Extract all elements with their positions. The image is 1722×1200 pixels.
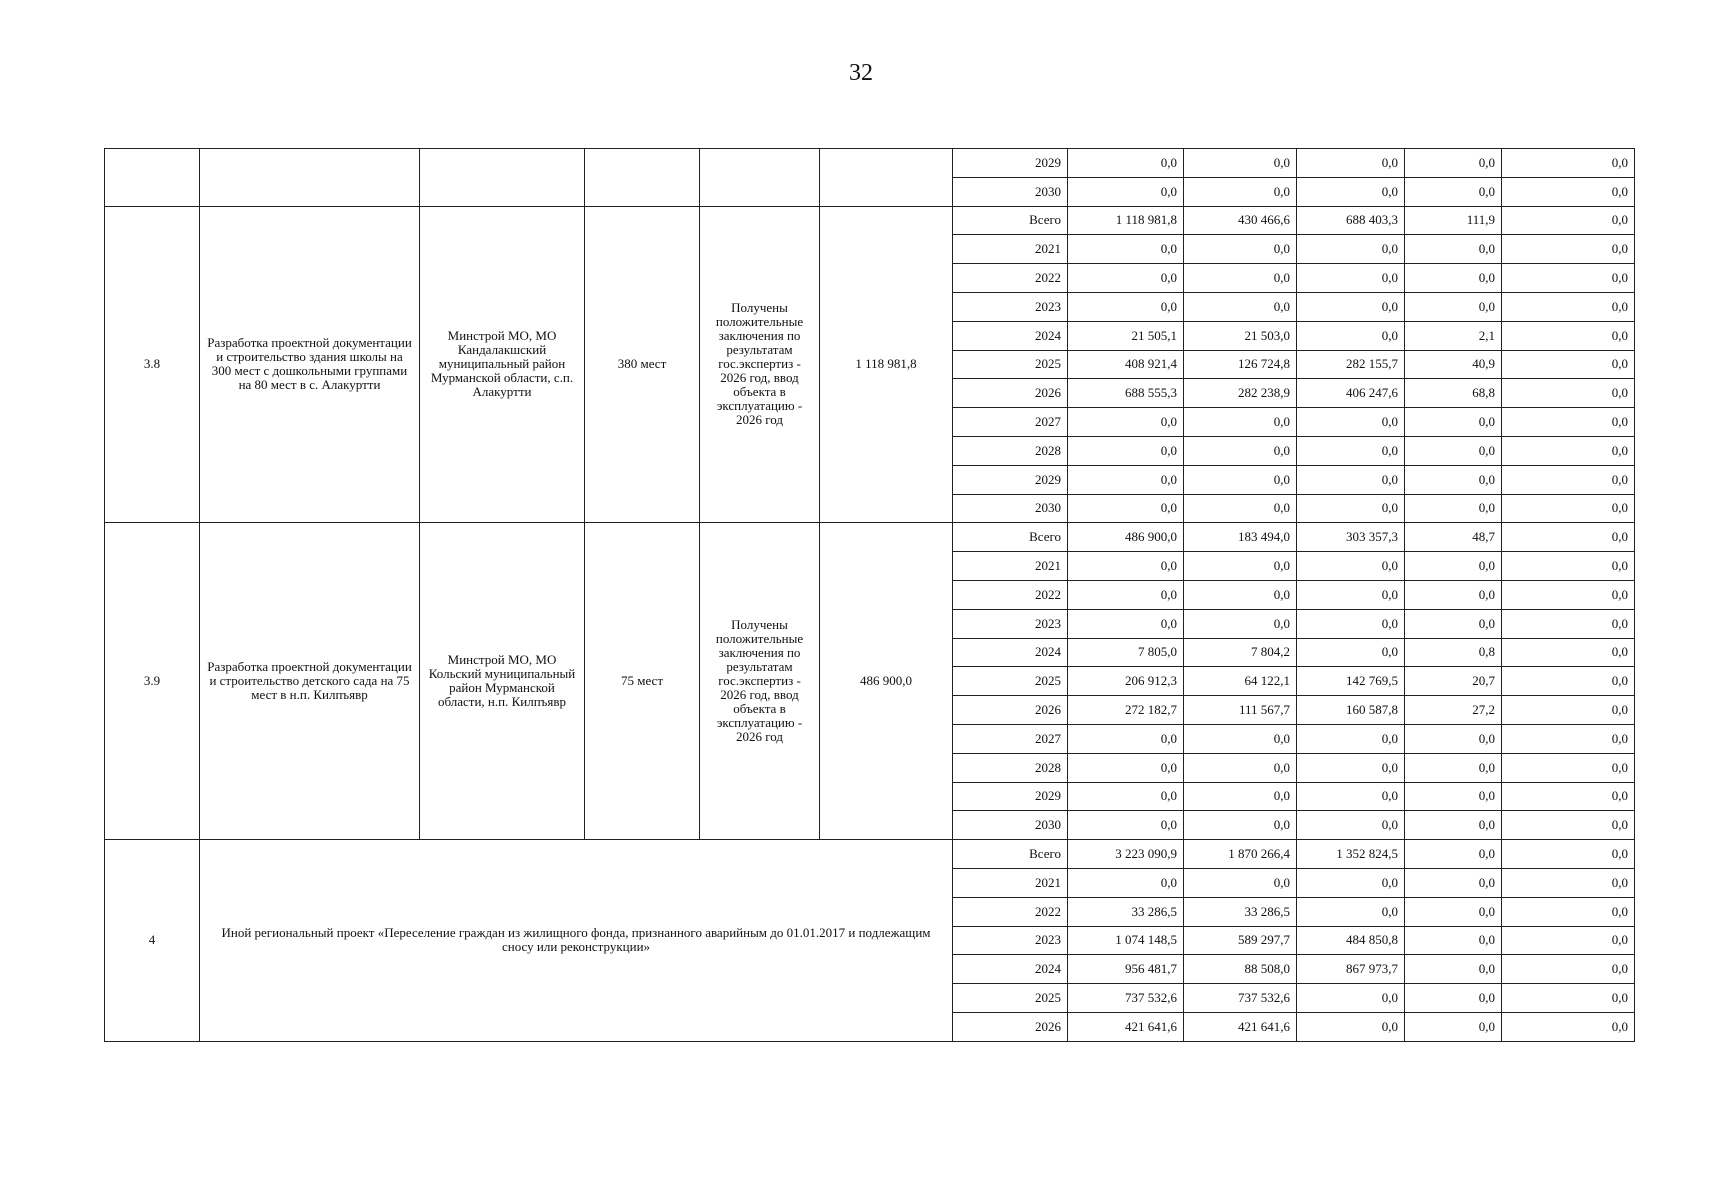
value-cell: 0,0 <box>1184 609 1297 638</box>
value-cell: 0,0 <box>1184 811 1297 840</box>
value-cell: 0,0 <box>1502 753 1635 782</box>
year-cell: 2021 <box>953 235 1068 264</box>
item-number: 3.9 <box>105 523 200 840</box>
year-cell: 2024 <box>953 955 1068 984</box>
value-cell: 0,0 <box>1068 868 1184 897</box>
value-cell: 956 481,7 <box>1068 955 1184 984</box>
year-cell: 2028 <box>953 436 1068 465</box>
value-cell: 0,0 <box>1297 580 1405 609</box>
value-cell: 48,7 <box>1405 523 1502 552</box>
value-cell: 0,0 <box>1068 782 1184 811</box>
year-cell: 2030 <box>953 177 1068 206</box>
value-cell: 0,0 <box>1405 408 1502 437</box>
value-cell: 0,0 <box>1502 149 1635 178</box>
table-row <box>105 840 1635 869</box>
value-cell: 0,0 <box>1502 408 1635 437</box>
value-cell: 303 357,3 <box>1297 523 1405 552</box>
value-cell: 0,0 <box>1405 465 1502 494</box>
value-cell: 0,0 <box>1297 235 1405 264</box>
value-cell: 20,7 <box>1405 667 1502 696</box>
value-cell: 0,0 <box>1068 580 1184 609</box>
value-cell: 0,0 <box>1297 782 1405 811</box>
value-cell: 0,0 <box>1502 638 1635 667</box>
value-cell: 126 724,8 <box>1184 350 1297 379</box>
value-cell: 0,0 <box>1502 177 1635 206</box>
value-cell: 0,0 <box>1184 753 1297 782</box>
value-cell: 0,0 <box>1405 984 1502 1013</box>
value-cell: 0,0 <box>1502 264 1635 293</box>
value-cell: 0,0 <box>1184 149 1297 178</box>
value-cell: 0,0 <box>1297 609 1405 638</box>
value-cell: 0,0 <box>1297 753 1405 782</box>
item-capacity: 75 мест <box>585 523 700 840</box>
value-cell: 0,0 <box>1184 177 1297 206</box>
value-cell: 0,0 <box>1068 811 1184 840</box>
value-cell: 737 532,6 <box>1184 984 1297 1013</box>
value-cell: 0,0 <box>1068 436 1184 465</box>
value-cell: 2,1 <box>1405 321 1502 350</box>
value-cell: 0,0 <box>1502 350 1635 379</box>
project-title: Иной региональный проект «Переселение граждан из жилищного фонда, признанного аварийным до 01.01.2017 и подлежащим сносу или реконструкции» <box>200 840 953 1042</box>
value-cell: 0,0 <box>1405 955 1502 984</box>
value-cell: 0,0 <box>1502 955 1635 984</box>
year-cell: 2024 <box>953 321 1068 350</box>
value-cell: 0,0 <box>1297 436 1405 465</box>
value-cell: 0,0 <box>1405 811 1502 840</box>
value-cell: 0,0 <box>1068 724 1184 753</box>
value-cell: 0,0 <box>1502 926 1635 955</box>
year-cell: 2027 <box>953 408 1068 437</box>
year-cell: 2026 <box>953 379 1068 408</box>
value-cell: 0,0 <box>1502 897 1635 926</box>
value-cell: 0,0 <box>1405 926 1502 955</box>
item-capacity: 380 мест <box>585 206 700 523</box>
year-cell: 2026 <box>953 1012 1068 1041</box>
value-cell: 0,0 <box>1502 840 1635 869</box>
year-cell: 2022 <box>953 264 1068 293</box>
value-cell: 0,0 <box>1405 897 1502 926</box>
table-row <box>105 523 1635 552</box>
value-cell: 688 555,3 <box>1068 379 1184 408</box>
value-cell: 430 466,6 <box>1184 206 1297 235</box>
item-executor: Минстрой МО, МО Кольский муниципальный район Мурманской области, н.п. Килпъявр <box>420 523 585 840</box>
value-cell: 0,0 <box>1502 609 1635 638</box>
value-cell: 0,0 <box>1184 292 1297 321</box>
value-cell: 1 118 981,8 <box>1068 206 1184 235</box>
year-cell: 2029 <box>953 465 1068 494</box>
year-cell: 2023 <box>953 292 1068 321</box>
value-cell: 408 921,4 <box>1068 350 1184 379</box>
value-cell: 486 900,0 <box>1068 523 1184 552</box>
value-cell: 88 508,0 <box>1184 955 1297 984</box>
value-cell: 0,0 <box>1297 638 1405 667</box>
value-cell: 0,0 <box>1502 465 1635 494</box>
project-number: 4 <box>105 840 200 1042</box>
value-cell: 0,0 <box>1405 580 1502 609</box>
value-cell: 406 247,6 <box>1297 379 1405 408</box>
value-cell: 0,0 <box>1184 782 1297 811</box>
value-cell: 0,0 <box>1502 724 1635 753</box>
year-cell: Всего <box>953 840 1068 869</box>
value-cell: 0,0 <box>1502 696 1635 725</box>
year-cell: 2026 <box>953 696 1068 725</box>
value-cell: 0,0 <box>1502 868 1635 897</box>
value-cell: 737 532,6 <box>1068 984 1184 1013</box>
year-cell: 2025 <box>953 350 1068 379</box>
value-cell: 0,0 <box>1297 465 1405 494</box>
value-cell: 160 587,8 <box>1297 696 1405 725</box>
year-cell: 2025 <box>953 984 1068 1013</box>
value-cell: 1 074 148,5 <box>1068 926 1184 955</box>
value-cell: 0,0 <box>1068 408 1184 437</box>
value-cell: 484 850,8 <box>1297 926 1405 955</box>
value-cell: 0,0 <box>1297 408 1405 437</box>
table-row <box>105 149 1635 178</box>
value-cell: 0,0 <box>1297 552 1405 581</box>
value-cell: 589 297,7 <box>1184 926 1297 955</box>
value-cell: 0,0 <box>1297 292 1405 321</box>
value-cell: 111,9 <box>1405 206 1502 235</box>
year-cell: 2021 <box>953 868 1068 897</box>
value-cell: 282 238,9 <box>1184 379 1297 408</box>
year-cell: 2022 <box>953 897 1068 926</box>
value-cell: 206 912,3 <box>1068 667 1184 696</box>
value-cell: 0,0 <box>1502 321 1635 350</box>
value-cell: 0,0 <box>1068 177 1184 206</box>
value-cell: 0,0 <box>1068 235 1184 264</box>
value-cell: 21 505,1 <box>1068 321 1184 350</box>
year-cell: 2029 <box>953 782 1068 811</box>
value-cell: 0,0 <box>1297 897 1405 926</box>
item-cost: 1 118 981,8 <box>820 206 953 523</box>
year-cell: 2027 <box>953 724 1068 753</box>
value-cell: 0,0 <box>1405 753 1502 782</box>
value-cell: 111 567,7 <box>1184 696 1297 725</box>
value-cell: 1 870 266,4 <box>1184 840 1297 869</box>
value-cell: 0,0 <box>1405 782 1502 811</box>
value-cell: 0,0 <box>1502 667 1635 696</box>
page-number: 32 <box>849 60 873 86</box>
budget-table <box>104 148 1635 1042</box>
value-cell: 0,0 <box>1297 149 1405 178</box>
year-cell: 2029 <box>953 149 1068 178</box>
value-cell: 0,0 <box>1405 552 1502 581</box>
year-cell: 2025 <box>953 667 1068 696</box>
value-cell: 0,0 <box>1502 811 1635 840</box>
value-cell: 0,0 <box>1405 235 1502 264</box>
value-cell: 0,0 <box>1297 264 1405 293</box>
year-cell: 2023 <box>953 926 1068 955</box>
value-cell: 0,0 <box>1297 811 1405 840</box>
value-cell: 33 286,5 <box>1068 897 1184 926</box>
value-cell: 0,0 <box>1184 264 1297 293</box>
year-cell: 2023 <box>953 609 1068 638</box>
value-cell: 0,0 <box>1405 868 1502 897</box>
item-result: Получены положительные заключения по результатам гос.экспертиз - 2026 год, ввод объекта в эксплуатацию - 2026 год <box>700 523 820 840</box>
value-cell: 0,0 <box>1068 292 1184 321</box>
value-cell: 64 122,1 <box>1184 667 1297 696</box>
value-cell: 0,0 <box>1184 724 1297 753</box>
value-cell: 1 352 824,5 <box>1297 840 1405 869</box>
value-cell: 33 286,5 <box>1184 897 1297 926</box>
value-cell: 0,0 <box>1502 1012 1635 1041</box>
value-cell: 421 641,6 <box>1184 1012 1297 1041</box>
value-cell: 40,9 <box>1405 350 1502 379</box>
value-cell: 142 769,5 <box>1297 667 1405 696</box>
item-cost: 486 900,0 <box>820 523 953 840</box>
value-cell: 0,0 <box>1502 235 1635 264</box>
table-body <box>105 149 1635 1042</box>
value-cell: 7 805,0 <box>1068 638 1184 667</box>
empty-cell <box>200 149 420 207</box>
item-executor: Минстрой МО, МО Кандалакшский муниципальный район Мурманской области, с.п. Алакуртти <box>420 206 585 523</box>
value-cell: 0,0 <box>1405 609 1502 638</box>
value-cell: 0,0 <box>1405 840 1502 869</box>
value-cell: 68,8 <box>1405 379 1502 408</box>
year-cell: 2024 <box>953 638 1068 667</box>
empty-cell <box>105 149 200 207</box>
value-cell: 0,0 <box>1297 724 1405 753</box>
value-cell: 7 804,2 <box>1184 638 1297 667</box>
value-cell: 0,0 <box>1297 321 1405 350</box>
item-result: Получены положительные заключения по результатам гос.экспертиз - 2026 год, ввод объекта в эксплуатацию - 2026 год <box>700 206 820 523</box>
value-cell: 0,0 <box>1068 465 1184 494</box>
value-cell: 0,0 <box>1184 465 1297 494</box>
value-cell: 0,0 <box>1502 436 1635 465</box>
year-cell: 2022 <box>953 580 1068 609</box>
item-name: Разработка проектной документации и строительство здания школы на 300 мест с дошкольными группами на 80 мест в с. Алакуртти <box>200 206 420 523</box>
value-cell: 0,0 <box>1502 379 1635 408</box>
year-cell: 2030 <box>953 494 1068 523</box>
value-cell: 0,0 <box>1502 206 1635 235</box>
value-cell: 21 503,0 <box>1184 321 1297 350</box>
value-cell: 0,0 <box>1502 292 1635 321</box>
year-cell: Всего <box>953 523 1068 552</box>
value-cell: 0,0 <box>1502 494 1635 523</box>
value-cell: 688 403,3 <box>1297 206 1405 235</box>
empty-cell <box>700 149 820 207</box>
value-cell: 282 155,7 <box>1297 350 1405 379</box>
value-cell: 0,0 <box>1405 724 1502 753</box>
value-cell: 0,0 <box>1502 552 1635 581</box>
value-cell: 0,0 <box>1184 408 1297 437</box>
value-cell: 0,0 <box>1405 149 1502 178</box>
value-cell: 27,2 <box>1405 696 1502 725</box>
value-cell: 0,0 <box>1068 264 1184 293</box>
value-cell: 183 494,0 <box>1184 523 1297 552</box>
value-cell: 3 223 090,9 <box>1068 840 1184 869</box>
year-cell: 2028 <box>953 753 1068 782</box>
year-cell: Всего <box>953 206 1068 235</box>
value-cell: 0,0 <box>1297 868 1405 897</box>
value-cell: 0,0 <box>1297 177 1405 206</box>
item-name: Разработка проектной документации и строительство детского сада на 75 мест в н.п. Килпъявр <box>200 523 420 840</box>
value-cell: 0,0 <box>1297 1012 1405 1041</box>
value-cell: 0,0 <box>1297 984 1405 1013</box>
value-cell: 0,0 <box>1405 177 1502 206</box>
value-cell: 0,0 <box>1068 753 1184 782</box>
value-cell: 0,0 <box>1068 552 1184 581</box>
item-number: 3.8 <box>105 206 200 523</box>
empty-cell <box>585 149 700 207</box>
value-cell: 0,8 <box>1405 638 1502 667</box>
value-cell: 867 973,7 <box>1297 955 1405 984</box>
value-cell: 421 641,6 <box>1068 1012 1184 1041</box>
value-cell: 0,0 <box>1184 580 1297 609</box>
value-cell: 0,0 <box>1068 494 1184 523</box>
value-cell: 0,0 <box>1502 580 1635 609</box>
value-cell: 0,0 <box>1405 292 1502 321</box>
empty-cell <box>820 149 953 207</box>
value-cell: 0,0 <box>1068 149 1184 178</box>
table-row <box>105 206 1635 235</box>
year-cell: 2030 <box>953 811 1068 840</box>
value-cell: 0,0 <box>1405 494 1502 523</box>
value-cell: 272 182,7 <box>1068 696 1184 725</box>
value-cell: 0,0 <box>1184 436 1297 465</box>
value-cell: 0,0 <box>1502 984 1635 1013</box>
value-cell: 0,0 <box>1297 494 1405 523</box>
empty-cell <box>420 149 585 207</box>
value-cell: 0,0 <box>1184 494 1297 523</box>
value-cell: 0,0 <box>1184 552 1297 581</box>
value-cell: 0,0 <box>1405 264 1502 293</box>
value-cell: 0,0 <box>1502 782 1635 811</box>
value-cell: 0,0 <box>1184 235 1297 264</box>
value-cell: 0,0 <box>1184 868 1297 897</box>
year-cell: 2021 <box>953 552 1068 581</box>
value-cell: 0,0 <box>1068 609 1184 638</box>
value-cell: 0,0 <box>1405 436 1502 465</box>
value-cell: 0,0 <box>1502 523 1635 552</box>
value-cell: 0,0 <box>1405 1012 1502 1041</box>
